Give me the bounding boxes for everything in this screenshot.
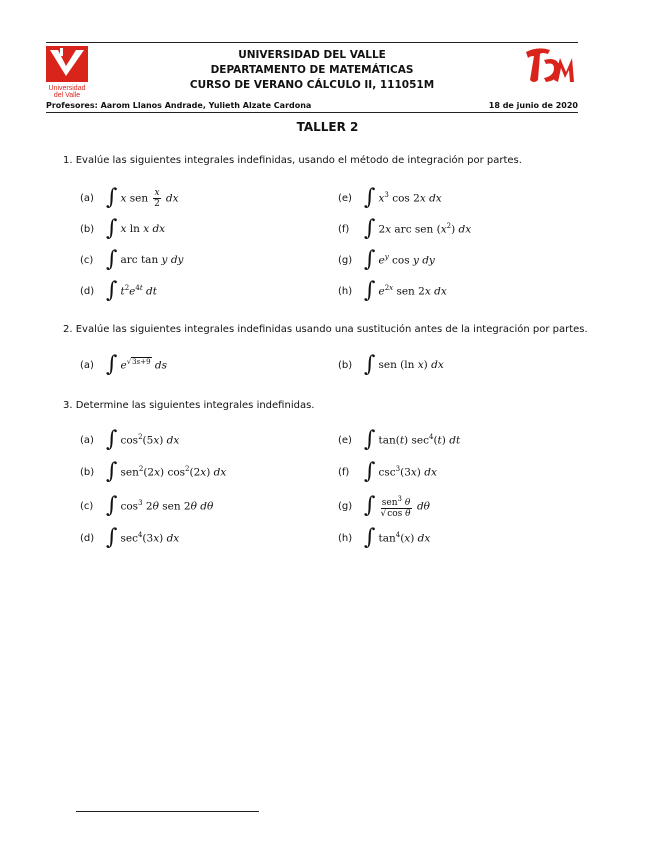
integral-sign: ∫ xyxy=(106,525,118,550)
q1-item-f xyxy=(338,218,471,240)
logo-text-line1: Universidad xyxy=(48,85,86,92)
item-label: (h) xyxy=(338,285,353,297)
integrand: sen$^2$(2x) $\cos^2(2x)$ dx xyxy=(120,465,227,479)
univalle-logo-icon xyxy=(46,46,88,98)
integrand: $t^2e^{4t}$ dt xyxy=(120,284,157,298)
q3-item-e xyxy=(338,429,460,451)
header-rule xyxy=(46,112,578,113)
university-name: UNIVERSIDAD DEL VALLE xyxy=(238,49,386,61)
page-title: TALLER 2 xyxy=(296,120,359,134)
q1-item-c xyxy=(80,249,183,271)
q1-item-g xyxy=(338,249,435,271)
item-label: (e) xyxy=(338,192,352,204)
top-rule xyxy=(46,42,578,43)
integral-sign: ∫ xyxy=(364,493,376,518)
item-label: (c) xyxy=(80,254,94,266)
q3-item-f xyxy=(338,461,437,483)
integrand: $e^y$ cos y dy xyxy=(378,253,435,267)
integral-sign: ∫ xyxy=(364,247,376,272)
q1-item-e xyxy=(338,187,442,209)
integral-sign: ∫ xyxy=(364,525,376,550)
question-3-text: 3. Determine las siguientes integrales indefinidas. xyxy=(63,400,315,411)
q2-item-b xyxy=(338,354,444,376)
integral-sign: ∫ xyxy=(106,493,118,518)
integral-sign: ∫ xyxy=(106,247,118,272)
integral-sign: ∫ xyxy=(364,216,376,241)
department-name: DEPARTAMENTO DE MATEMÁTICAS xyxy=(210,64,414,76)
integral-sign: ∫ xyxy=(364,427,376,452)
integral-sign: ∫ xyxy=(106,278,118,303)
integral-sign: ∫ xyxy=(364,459,376,484)
item-label: (c) xyxy=(80,500,94,512)
item-label: (f) xyxy=(338,223,350,235)
integral-sign: ∫ xyxy=(364,278,376,303)
integrand: $\sec^4(3x)$ dx xyxy=(120,531,180,545)
q1-item-a xyxy=(80,187,179,209)
q1-item-d xyxy=(80,280,157,302)
item-label: (e) xyxy=(338,434,352,446)
item-label: (d) xyxy=(80,532,95,544)
integral-sign: ∫ xyxy=(364,185,376,210)
integrand: tan(t) $\sec^4(t)$ dt xyxy=(378,433,461,447)
footnote-rule xyxy=(76,811,259,812)
course-name: CURSO DE VERANO CÁLCULO II, 111051M xyxy=(189,79,435,91)
integrand: $e^{√3s+9}$ ds xyxy=(120,358,168,372)
integrand: $e^{2x}$ sen 2x dx xyxy=(378,284,447,298)
item-label: (a) xyxy=(80,359,94,371)
question-1-text: 1. Evalúe las siguientes integrales indefinidas, usando el método de integración por partes. xyxy=(63,155,522,166)
q2-item-a xyxy=(80,354,167,376)
q3-item-h xyxy=(338,527,430,549)
integrand: $x^3$ cos 2x dx xyxy=(378,191,442,205)
item-label: (a) xyxy=(80,192,94,204)
integrand: x ln x dx xyxy=(120,223,166,235)
integral-sign: ∫ xyxy=(106,185,118,210)
integrand: $\cos^2(5x)$ dx xyxy=(120,433,180,447)
integrand: 2x arc sen $(x^2)$ dx xyxy=(378,222,472,236)
integral-sign: ∫ xyxy=(106,427,118,452)
integrand: x sen $\frac{x}{2}$ dx xyxy=(120,187,179,209)
integrand: arc tan y dy xyxy=(120,254,184,266)
univalle-logo xyxy=(46,46,88,98)
item-label: (g) xyxy=(338,254,353,266)
q3-item-a xyxy=(80,429,179,451)
q3-item-c xyxy=(80,495,213,517)
item-label: (b) xyxy=(80,466,95,478)
item-label: (b) xyxy=(80,223,95,235)
integrand: $\tan^4(x)$ dx xyxy=(378,531,431,545)
integrand: $\cos^3 2\theta$ sen 2θ dθ xyxy=(120,499,214,513)
item-label: (f) xyxy=(338,466,350,478)
item-label: (b) xyxy=(338,359,353,371)
integral-sign: ∫ xyxy=(364,352,376,377)
integrand: sen (ln x) dx xyxy=(378,359,444,371)
item-label: (h) xyxy=(338,532,353,544)
item-label: (g) xyxy=(338,500,353,512)
item-label: (d) xyxy=(80,285,95,297)
dm-logo xyxy=(524,46,576,86)
q3-item-d xyxy=(80,527,179,549)
dm-logo-icon xyxy=(524,46,576,86)
q1-item-h xyxy=(338,280,447,302)
q1-item-b xyxy=(80,218,165,240)
q3-item-g xyxy=(338,495,430,517)
question-2-text: 2. Evalúe las siguientes integrales indefinidas usando una sustitución antes de la integración por partes. xyxy=(63,324,588,335)
integrand: $\csc^3(3x)$ dx xyxy=(378,465,437,479)
date-line: 18 de junio de 2020 xyxy=(488,101,578,110)
integral-sign: ∫ xyxy=(106,216,118,241)
logo-text-line2: del Valle xyxy=(53,92,81,98)
q3-item-b xyxy=(80,461,226,483)
integrand: $\frac{sen^3 \theta}{\text{√cos θ}}$ dθ xyxy=(380,494,430,519)
integral-sign: ∫ xyxy=(106,459,118,484)
professors-line: Profesores: Aarom Llanos Andrade, Yulieth Alzate Cardona xyxy=(46,101,312,110)
header-block xyxy=(130,48,494,93)
item-label: (a) xyxy=(80,434,94,446)
integral-sign: ∫ xyxy=(106,352,118,377)
